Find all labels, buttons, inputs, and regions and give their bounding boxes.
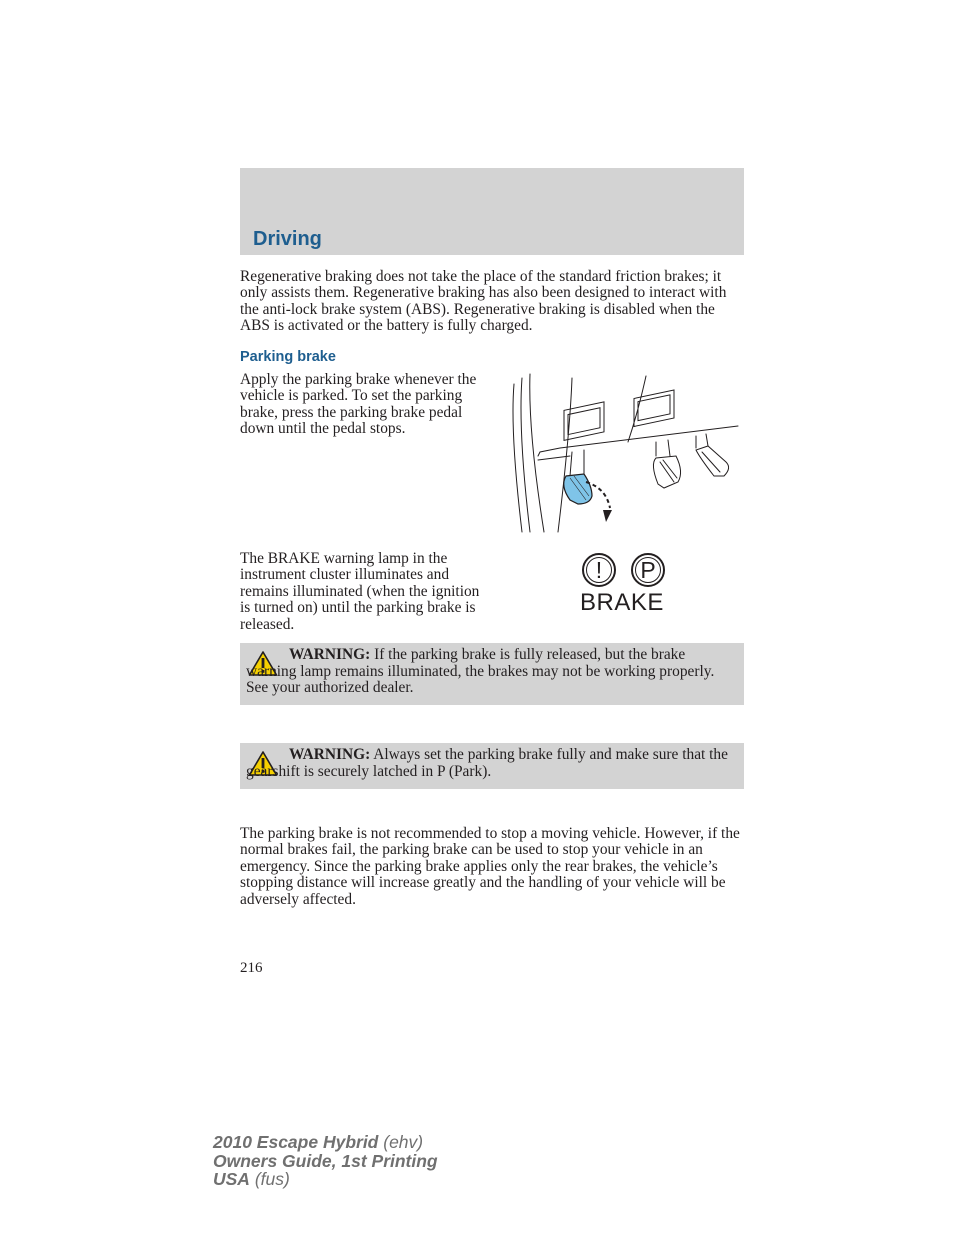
parking-brake-pedal-illustration: [500, 372, 742, 534]
footer-model-code: (ehv): [383, 1132, 424, 1152]
document-footer: [213, 1133, 438, 1189]
warning-box: [240, 643, 744, 705]
footer-region-code: (fus): [254, 1169, 290, 1189]
warning-text: [246, 747, 736, 780]
warning-label: WARNING:: [289, 746, 371, 763]
intro-paragraph: Regenerative braking does not take the place of the standard friction brakes; it only assists them. Regenerative braking has also been designed to interact with the anti-lock brake system (ABS). Regenerative braking is disabled when the ABS is activated or the battery is fully charged.: [240, 268, 727, 335]
warning-body: If the parking brake is fully released, but the brake warning lamp remains illuminated, the brakes may not be working properly. See your authorized dealer.: [246, 646, 715, 697]
section-header-band: [240, 168, 744, 255]
warning-box: [240, 743, 744, 789]
footer-region-line: [213, 1170, 438, 1189]
section-title: Driving: [253, 228, 322, 250]
emergency-use-paragraph: The parking brake is not recommended to stop a moving vehicle. However, if the normal brakes fail, the parking brake can be used to stop your vehicle in an emergency. Since the parking brake applies only the rear brakes, the vehicle’s stopping distance will increase greatly and the handling of your vehicle will be adversely affected.: [240, 825, 740, 908]
park-glyph: P: [640, 557, 656, 583]
footer-model-line: [213, 1133, 438, 1152]
apply-parking-brake-paragraph: Apply the parking brake whenever the vehicle is parked. To set the parking brake, press the parking brake pedal down until the pedal stops.: [240, 371, 477, 438]
footer-model: 2010 Escape Hybrid: [213, 1132, 379, 1152]
exclamation-glyph: !: [595, 557, 603, 583]
warning-body: Always set the parking brake fully and make sure that the gearshift is securely latched in P (Park).: [246, 746, 728, 780]
footer-region: USA: [213, 1169, 250, 1189]
warning-label: WARNING:: [289, 646, 371, 663]
brake-lamp-label: BRAKE: [580, 589, 664, 616]
exclamation-circle-icon: [582, 553, 616, 587]
parking-brake-pedal: [564, 474, 592, 504]
page-number: 216: [240, 960, 263, 976]
park-circle-icon: [631, 553, 665, 587]
footer-guide: Owners Guide, 1st Printing: [213, 1150, 438, 1171]
warning-text: [246, 647, 736, 697]
parking-brake-heading: Parking brake: [240, 349, 336, 365]
footer-guide-line: [213, 1152, 438, 1171]
brake-lamp-paragraph: The BRAKE warning lamp in the instrument cluster illuminates and remains illuminated (when the ignition is turned on) until the parking brake is released.: [240, 550, 480, 633]
brake-warning-lamp-icon: [576, 553, 676, 617]
